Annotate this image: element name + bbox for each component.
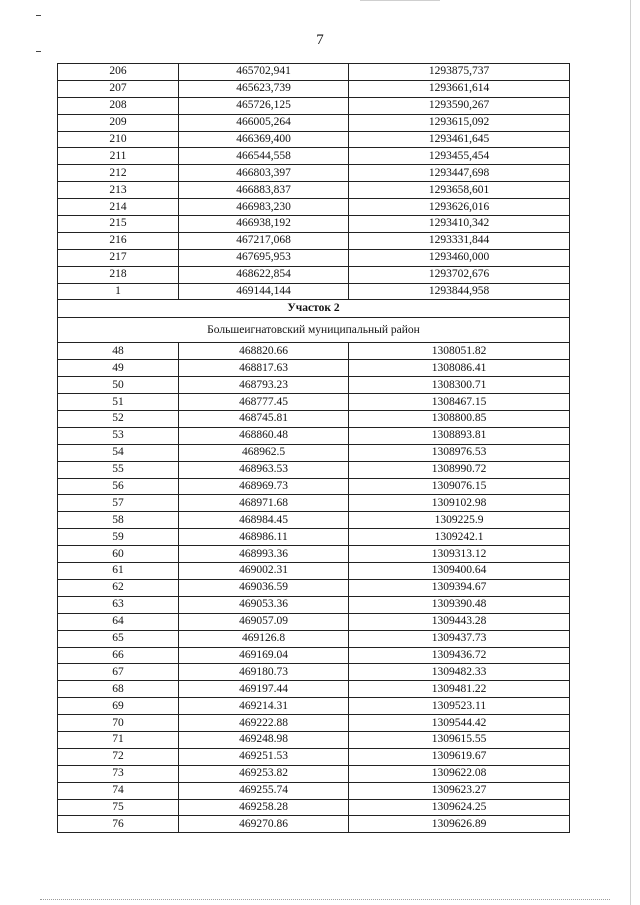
table-row: [58, 782, 570, 799]
coord-y: 1309390.48: [349, 596, 570, 613]
table-row: [58, 613, 570, 630]
coord-y: 1308051.82: [349, 343, 570, 360]
coord-y: 1309443.28: [349, 613, 570, 630]
point-number: 74: [58, 782, 179, 799]
coord-y: 1308990.72: [349, 461, 570, 478]
coord-x: 465726,125: [179, 97, 349, 114]
point-number: 56: [58, 478, 179, 495]
point-number: 75: [58, 799, 179, 816]
coord-x: 468962.5: [179, 444, 349, 461]
table-row: [58, 360, 570, 377]
table-row: [58, 563, 570, 580]
coord-y: 1309482.33: [349, 664, 570, 681]
point-number: 216: [58, 232, 179, 249]
table-row: [58, 131, 570, 148]
page-edge: [630, 0, 631, 905]
table-row: [58, 765, 570, 782]
coord-x: 468969.73: [179, 478, 349, 495]
coord-x: 469002.31: [179, 563, 349, 580]
point-number: 51: [58, 394, 179, 411]
table-row: [58, 165, 570, 182]
coord-y: 1293460,000: [349, 249, 570, 266]
coord-y: 1309394.67: [349, 579, 570, 596]
point-number: 66: [58, 647, 179, 664]
point-number: 60: [58, 546, 179, 563]
point-number: 73: [58, 765, 179, 782]
table-row: [58, 114, 570, 131]
coord-y: 1309242.1: [349, 529, 570, 546]
point-number: 210: [58, 131, 179, 148]
table-row: [58, 266, 570, 283]
coord-x: 469258.28: [179, 799, 349, 816]
point-number: 211: [58, 148, 179, 165]
coord-x: 468860.48: [179, 427, 349, 444]
point-number: 76: [58, 816, 179, 833]
point-number: 208: [58, 97, 179, 114]
point-number: 213: [58, 182, 179, 199]
table-row: [58, 647, 570, 664]
table-row: [58, 731, 570, 748]
point-number: 49: [58, 360, 179, 377]
point-number: 206: [58, 64, 179, 81]
coord-x: 468745.81: [179, 411, 349, 428]
coord-x: 469251.53: [179, 748, 349, 765]
coord-x: 467695,953: [179, 249, 349, 266]
coord-x: 468971.68: [179, 495, 349, 512]
table-row: [58, 512, 570, 529]
point-number: 62: [58, 579, 179, 596]
point-number: 48: [58, 343, 179, 360]
point-number: 67: [58, 664, 179, 681]
coord-y: 1309619.67: [349, 748, 570, 765]
coord-x: 469057.09: [179, 613, 349, 630]
table-row: [58, 461, 570, 478]
coord-x: 468984.45: [179, 512, 349, 529]
point-number: 214: [58, 199, 179, 216]
table-row: [58, 411, 570, 428]
point-number: 50: [58, 377, 179, 394]
coord-x: 468963.53: [179, 461, 349, 478]
coord-y: 1309313.12: [349, 546, 570, 563]
coord-x: 469144,144: [179, 283, 349, 300]
point-number: 55: [58, 461, 179, 478]
point-number: 65: [58, 630, 179, 647]
table-row: [58, 394, 570, 411]
coord-x: 466938,192: [179, 216, 349, 233]
table-row: [58, 444, 570, 461]
table-row: [58, 283, 570, 300]
table-row: [58, 427, 570, 444]
point-number: 61: [58, 563, 179, 580]
table-row: [58, 232, 570, 249]
district-row: [58, 318, 570, 343]
coord-y: 1308800.85: [349, 411, 570, 428]
table-row: [58, 249, 570, 266]
section-header: [58, 300, 570, 343]
table-row: [58, 681, 570, 698]
coord-x: 469169.04: [179, 647, 349, 664]
point-number: 57: [58, 495, 179, 512]
table-row: [58, 216, 570, 233]
coord-x: 468793.23: [179, 377, 349, 394]
point-number: 64: [58, 613, 179, 630]
coord-y: 1309523.11: [349, 698, 570, 715]
table-row: [58, 664, 570, 681]
point-number: 63: [58, 596, 179, 613]
table-row: [58, 199, 570, 216]
scan-artifact-bottom: [40, 899, 610, 901]
table-row: [58, 64, 570, 81]
point-number: 72: [58, 748, 179, 765]
coord-x: 469214.31: [179, 698, 349, 715]
coord-y: 1309623.27: [349, 782, 570, 799]
coord-y: 1309615.55: [349, 731, 570, 748]
point-number: 52: [58, 411, 179, 428]
coord-y: 1293455,454: [349, 148, 570, 165]
table-row: [58, 377, 570, 394]
point-number: 53: [58, 427, 179, 444]
coord-y: 1308976.53: [349, 444, 570, 461]
coord-x: 465623,739: [179, 80, 349, 97]
point-number: 1: [58, 283, 179, 300]
point-number: 70: [58, 715, 179, 732]
coord-y: 1293615,092: [349, 114, 570, 131]
point-number: 69: [58, 698, 179, 715]
table-row: [58, 495, 570, 512]
coord-y: 1293590,267: [349, 97, 570, 114]
point-number: 209: [58, 114, 179, 131]
point-number: 59: [58, 529, 179, 546]
coord-x: 468993.36: [179, 546, 349, 563]
coord-x: 468986.11: [179, 529, 349, 546]
coord-y: 1309437.73: [349, 630, 570, 647]
coord-x: 469126.8: [179, 630, 349, 647]
coord-y: 1308893.81: [349, 427, 570, 444]
coord-x: 469036.59: [179, 579, 349, 596]
coord-x: 466369,400: [179, 131, 349, 148]
coord-y: 1293702,676: [349, 266, 570, 283]
point-number: 212: [58, 165, 179, 182]
coord-y: 1308467.15: [349, 394, 570, 411]
coord-y: 1293410,342: [349, 216, 570, 233]
coord-x: 468820.66: [179, 343, 349, 360]
table-row: [58, 478, 570, 495]
coord-x: 469255.74: [179, 782, 349, 799]
coord-x: 469180.73: [179, 664, 349, 681]
table-row: [58, 596, 570, 613]
table-row: [58, 715, 570, 732]
coord-x: 466883,837: [179, 182, 349, 199]
table-row: [58, 698, 570, 715]
coord-y: 1293626,016: [349, 199, 570, 216]
coord-x: 469253.82: [179, 765, 349, 782]
coord-y: 1308300.71: [349, 377, 570, 394]
coord-y: 1309436.72: [349, 647, 570, 664]
page-number: 7: [316, 32, 324, 48]
point-number: 218: [58, 266, 179, 283]
table-row: [58, 97, 570, 114]
margin-mark: [36, 51, 41, 52]
coord-x: 469270.86: [179, 816, 349, 833]
coord-x: 466544,558: [179, 148, 349, 165]
table-row: [58, 529, 570, 546]
table-row: [58, 816, 570, 833]
point-number: 207: [58, 80, 179, 97]
table-row: [58, 546, 570, 563]
district-name: Большеигнатовский муниципальный район: [58, 318, 570, 343]
table-row: [58, 80, 570, 97]
point-number: 58: [58, 512, 179, 529]
margin-mark: [36, 15, 41, 16]
coord-y: 1293661,614: [349, 80, 570, 97]
coord-x: 469053.36: [179, 596, 349, 613]
coord-y: 1293875,737: [349, 64, 570, 81]
coord-x: 465702,941: [179, 64, 349, 81]
coord-y: 1308086.41: [349, 360, 570, 377]
coord-y: 1309102.98: [349, 495, 570, 512]
coord-y: 1293658,601: [349, 182, 570, 199]
coord-y: 1309076.15: [349, 478, 570, 495]
point-number: 71: [58, 731, 179, 748]
point-number: 217: [58, 249, 179, 266]
table-row: [58, 182, 570, 199]
table-row: [58, 630, 570, 647]
coord-y: 1309225.9: [349, 512, 570, 529]
coord-y: 1309400.64: [349, 563, 570, 580]
coord-x: 469222.88: [179, 715, 349, 732]
scan-artifact-top: [360, 0, 440, 1]
point-number: 68: [58, 681, 179, 698]
coord-y: 1293447,698: [349, 165, 570, 182]
coord-x: 466005,264: [179, 114, 349, 131]
coord-x: 466983,230: [179, 199, 349, 216]
coordinates-table: [57, 63, 570, 833]
coord-y: 1293331,844: [349, 232, 570, 249]
point-number: 215: [58, 216, 179, 233]
point-number: 54: [58, 444, 179, 461]
coord-y: 1309626.89: [349, 816, 570, 833]
coord-x: 467217,068: [179, 232, 349, 249]
coord-x: 466803,397: [179, 165, 349, 182]
section-title-row: [58, 300, 570, 318]
coord-x: 468622,854: [179, 266, 349, 283]
table-row: [58, 343, 570, 360]
table-row: [58, 579, 570, 596]
section-title: Участок 2: [58, 300, 570, 318]
coord-y: 1293844,958: [349, 283, 570, 300]
table-row: [58, 748, 570, 765]
coord-x: 468777.45: [179, 394, 349, 411]
coord-y: 1309544.42: [349, 715, 570, 732]
coord-y: 1309622.08: [349, 765, 570, 782]
coord-y: 1309481.22: [349, 681, 570, 698]
coord-x: 469248.98: [179, 731, 349, 748]
coordinates-part-1: [58, 64, 570, 300]
coord-y: 1293461,645: [349, 131, 570, 148]
coordinates-part-2: [58, 343, 570, 833]
coord-y: 1309624.25: [349, 799, 570, 816]
coord-x: 469197.44: [179, 681, 349, 698]
coord-x: 468817.63: [179, 360, 349, 377]
table-row: [58, 148, 570, 165]
table-row: [58, 799, 570, 816]
